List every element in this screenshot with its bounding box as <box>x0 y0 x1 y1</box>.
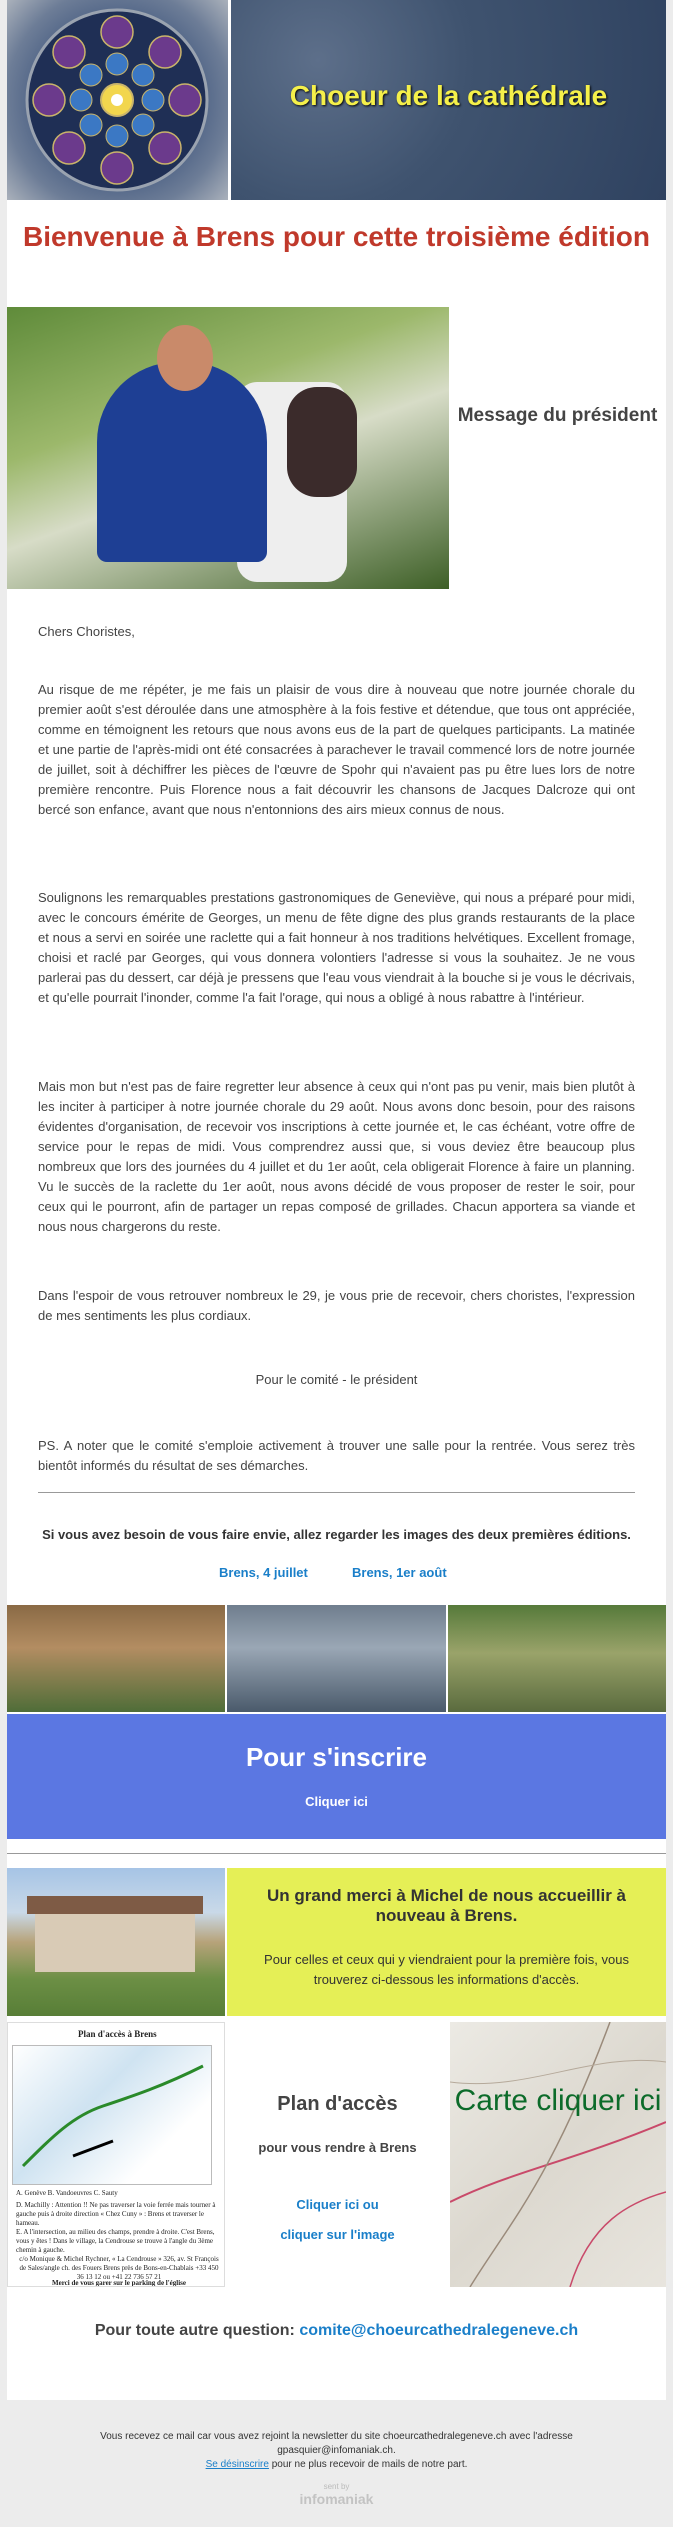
letter-greeting: Chers Choristes, <box>38 624 135 639</box>
letter-paragraph-2: Soulignons les remarquables prestations gastronomiques de Geneviève, qui nous a préparé pour midi, avec le concours émérite de Georges, un menu de fête digne des plus grands restaurants de la place et nous a servi en soirée une raclette qui a fait honneur à nos traditions helvétiques. Excellent fromage, choisi et raclé par Georges, qui vous donnera volontiers l'adresse si vous la souhaitez. Je ne vous parlerai pas du dessert, car déjà je pressens que l'eau vous viendrait à la bouche si je vous le décrivais, et qu'elle pourrait l'inonder, comme l'a fait l'orage, qui nous a obligé à nous rabattre à l'intérieur. <box>38 890 635 1005</box>
map-parking: Merci de vous garer sur le parking de l'église <box>51 2279 187 2287</box>
thanks-title: Un grand merci à Michel de nous accueillir à nouveau à Brens. <box>266 1886 626 1925</box>
event-photos[interactable] <box>7 1605 666 1712</box>
rose-window-icon <box>7 0 228 200</box>
man-head <box>157 325 213 391</box>
letter-paragraph-4: Dans l'espoir de vous retrouver nombreux le 29, je vous prie de recevoir, chers choristes, l'expression de mes sentiments les plus cordiaux. <box>38 1288 635 1323</box>
images-prompt: Si vous avez besoin de vous faire envie, allez regarder les images des deux premières éditions. <box>42 1527 631 1542</box>
map-note-2: E. A l'intersection, au milieu des champs, prendre à droite. C'est Brens, vous y êtes ! Dans le village, la Cendrouse se trouve à l'angle du 3ème chemin à gauche. <box>16 2228 215 2254</box>
footer-line-1: Vous recevez ce mail car vous avez rejoint la newsletter du site choeurcathedralegeneve.ch avec l'adresse <box>100 2431 573 2442</box>
footer-unsubscribe-line <box>0 2458 673 2472</box>
rose-window-image <box>7 0 228 200</box>
header <box>7 0 666 202</box>
newsletter <box>7 0 666 2400</box>
thanks-box <box>227 1868 666 2016</box>
woman-figure <box>287 387 357 497</box>
unsubscribe-link[interactable]: Se désinscrire <box>205 2459 269 2470</box>
divider <box>38 1492 635 1493</box>
sent-by <box>0 2482 673 2509</box>
access-title: Plan d'accès <box>277 2093 398 2115</box>
divider-2 <box>7 1853 666 1854</box>
house-photo <box>7 1868 225 2016</box>
footer-email: gpasquier@infomaniak.ch. <box>277 2445 396 2456</box>
message-title: Message du président <box>457 405 658 426</box>
unsubscribe-text: pour ne plus recevoir de mails de notre part. <box>268 2459 468 2470</box>
access-link-2[interactable]: cliquer sur l'image <box>280 2227 395 2242</box>
inscription-title[interactable]: Pour s'inscrire <box>245 1742 428 1772</box>
question-label: Pour toute autre question: <box>94 2322 295 2339</box>
letter-paragraph-3: Mais mon but n'est pas de faire regretter leur absence à ceux qui n'ont pas pu venir, mais bien plutôt à les inciter à participer à notre journée chorale du 29 août. Nous avons donc besoin, pour des raisons évidentes d'organisation, de recevoir vos inscriptions à cette journée et, le cas échéant, votre offre de service pour le repas de midi. Vous comprendrez aussi que, si vous deviez être beaucoup plus nombreux que lors des journées du 4 juillet et du 1er août, cela obligerait Florence à faire un planning. Vu le succès de la raclette du 1er août, nous avons décidé de vous proposer de rester le soir, pour ceux qui le pourront, afin de partager un repas composé de grillades. Chacun apportera sa viande et nous nous chargerons du reste. <box>38 1079 635 1234</box>
letter-paragraph-1: Au risque de me répéter, je me fais un plaisir de vous dire à nouveau que notre journée chorale du premier août s'est déroulée dans une atmosphère à la fois festive et détendue, que tous ont appréciée, comme en témoignent les retours que nous avons eus de la part de quelques participants. La matinée et une partie de l'après-midi ont été consacrées à parachever le travail commencé lors de notre journée de juillet, soit à déchiffrer les pièces de l'œuvre de Spohr qui n'avaient pas pu être lues lors de notre première rencontre. Puis Florence nous a fait découvrir les chansons de Jacques Dalcroze qui ont bercé son enfance, avant que nous n'entonnions des airs mieux connus de nous. <box>38 682 635 817</box>
map-legend: A. Genève B. Vandoeuvres C. Sauty <box>16 2189 118 2197</box>
welcome-heading: Bienvenue à Brens pour cette troisième édition <box>22 221 651 252</box>
map-note-1: D. Machilly : Attention !! Ne pas traverser la voie ferrée mais tourner à gauche puis à droite direction « Chez Cuny » : Brens et traverser le hameau. <box>16 2201 216 2227</box>
event-photo-3[interactable] <box>448 1605 666 1712</box>
route-icon <box>13 2046 213 2186</box>
inscription-banner[interactable] <box>7 1714 666 1839</box>
map-drawing <box>12 2045 212 2185</box>
sent-by-label: sent by <box>323 2482 350 2491</box>
access-info <box>225 2022 450 2287</box>
site-title: Choeur de la cathédrale <box>289 80 608 111</box>
link-brens-juillet[interactable]: Brens, 4 juillet <box>219 1565 308 1580</box>
access-map-image[interactable] <box>7 2022 225 2287</box>
question-line <box>7 2322 666 2340</box>
letter-ps: PS. A noter que le comité s'emploie activement à trouver une salle pour la rentrée. Vous serez très bientôt informés du résultat de ses démarches. <box>38 1438 635 1473</box>
access-link-1[interactable]: Cliquer ici ou <box>296 2197 379 2212</box>
access-subtitle: pour vous rendre à Brens <box>258 2140 417 2155</box>
link-brens-aout[interactable]: Brens, 1er août <box>352 1565 447 1580</box>
president-photo <box>7 307 449 589</box>
thanks-text: Pour celles et ceux qui y viendraient pour la première fois, vous trouverez ci-dessous les informations d'accès. <box>264 1952 629 1987</box>
carte-map-image[interactable] <box>450 2022 666 2287</box>
man-figure <box>97 362 267 562</box>
carte-label[interactable]: Carte cliquer ici <box>454 2084 662 2117</box>
starry-banner <box>231 0 666 200</box>
letter-signature: Pour le comité - le président <box>255 1372 418 1387</box>
event-photo-1[interactable] <box>7 1605 225 1712</box>
footer <box>0 2430 673 2472</box>
infomaniak-logo: infomaniak <box>299 2491 374 2507</box>
map-title: Plan d'accès à Brens <box>78 2029 157 2039</box>
inscription-cta[interactable]: Cliquer ici <box>305 1794 368 1809</box>
road-map-icon <box>450 2022 666 2287</box>
question-email[interactable]: comite@choeurcathedralegeneve.ch <box>299 2322 579 2339</box>
map-address: c/o Monique & Michel Rychner, « La Cendrouse » 326, av. St François de Sales/angle ch. des Fouers Brens près de Bons-en-Chablais +33 450 36 13 12 ou +41 22 736 57 21 <box>19 2255 219 2281</box>
event-photo-2[interactable] <box>227 1605 445 1712</box>
